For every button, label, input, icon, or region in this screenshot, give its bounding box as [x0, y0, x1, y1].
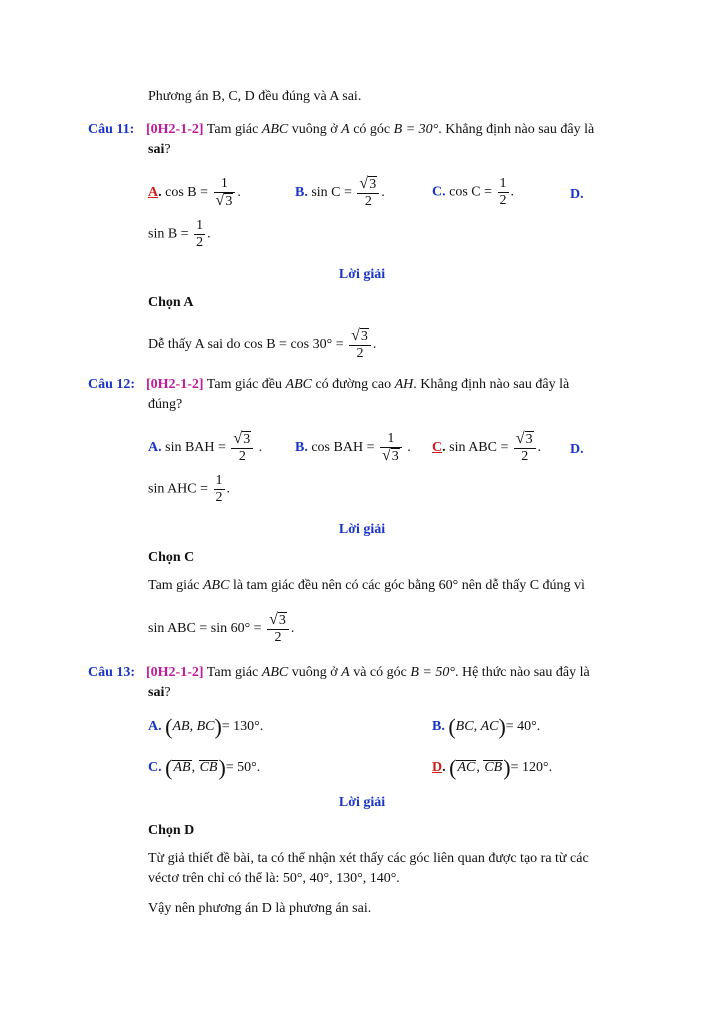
q12-chon: Chọn C	[148, 550, 195, 565]
q11-chon: Chọn A	[148, 295, 194, 310]
q13-sai: sai	[148, 685, 165, 700]
q13-sol-line1: Từ giả thiết đề bài, ta có thể nhận xét thấy các góc liên quan được tạo ra từ các	[148, 851, 589, 866]
q13-d-val: = 120°	[510, 760, 549, 776]
q11-angle: B = 30°	[393, 122, 439, 137]
q12-d-num: 1	[215, 473, 223, 488]
q12-a-num: 3	[243, 432, 251, 447]
q13-solution-line3	[148, 900, 371, 918]
q12-d-fraction	[214, 473, 225, 506]
q12-sol-fraction: $\frac{√3}{2}$	[267, 612, 289, 646]
q13-angle: B = 50°	[410, 665, 455, 680]
q12-solution-heading	[0, 521, 724, 539]
q11-stem-line2	[148, 141, 171, 159]
q13-text2: vuông ở	[291, 665, 338, 680]
q12-stem-line2	[148, 396, 182, 414]
q13-b-label: B.	[432, 719, 445, 735]
q13-b-val: = 40°	[505, 719, 537, 735]
q11-b-num: 3	[369, 177, 377, 192]
q11-text3: có góc	[353, 122, 391, 137]
q13-d-v2: CB	[484, 760, 503, 776]
q11-tag: [0H2-1-2]	[146, 122, 204, 137]
q11-b-label: B.	[295, 185, 308, 201]
q11-option-c: C. cos C = $\frac{1}{2}$ .	[432, 176, 515, 208]
q13-option-b: B. (BC, AC)= 40°.	[432, 714, 541, 739]
q13-chon: Chọn D	[148, 823, 195, 838]
q11-d-label: D.	[570, 187, 584, 202]
q12-num-text: Câu 12:	[88, 377, 136, 392]
q11-d-expr: sin B =	[148, 226, 189, 242]
q12-a-label: A.	[148, 440, 162, 456]
q12-sol-text3: nên dễ thấy C đúng vì	[461, 578, 585, 593]
q12-d-den: 2	[215, 490, 223, 505]
q12-b-expr: cos BAH =	[311, 440, 375, 456]
q13-a-v1: AB	[172, 719, 190, 735]
q12-tri: ABC	[285, 377, 312, 392]
q11-stem	[146, 121, 594, 139]
q13-number	[88, 664, 135, 682]
q11-a-expr: cos B =	[165, 185, 209, 201]
q11-solution-heading	[0, 266, 724, 284]
q11-q: ?	[164, 142, 171, 157]
q13-a-val: = 130°	[221, 719, 260, 735]
q12-b-fraction: $\frac{1}{√3}$	[380, 431, 402, 465]
q11-c-num: 1	[499, 176, 507, 191]
q11-sol-den: 2	[356, 346, 364, 361]
q11-vertex: A	[341, 122, 350, 137]
q13-solution-heading	[0, 794, 724, 812]
q12-d-expr: sin AHC =	[148, 481, 209, 497]
q12-tag: [0H2-1-2]	[146, 377, 204, 392]
q13-sol-line2: véctơ trên chỉ có thể là: 50°, 40°, 130°, 140°.	[148, 871, 400, 886]
q11-d-num: 1	[196, 218, 204, 233]
q13-loi-giai: Lời giải	[338, 795, 386, 810]
q12-solution-line2: sin ABC = sin 60° = $\frac{√3}{2}$ .	[148, 611, 295, 645]
q12-c-expr: sin ABC =	[449, 440, 509, 456]
q12-alt: AH	[394, 377, 414, 392]
q11-a-label: A	[148, 185, 159, 201]
q12-c-fraction: $\frac{√3}{2}$	[514, 431, 536, 465]
q12-text3: . Khẳng định nào sau đây là	[413, 377, 570, 392]
q13-solution-line2	[148, 870, 400, 888]
q11-b-den: 2	[364, 194, 372, 209]
intro-text: Phương án B, C, D đều đúng và A sai.	[148, 89, 362, 104]
intro-line	[148, 88, 361, 106]
q13-tri: ABC	[261, 665, 289, 680]
q13-c-label: C.	[148, 760, 162, 776]
q12-a-den: 2	[238, 449, 246, 464]
q13-q: ?	[164, 685, 171, 700]
q11-a-num: 1	[214, 176, 236, 193]
q12-b-label: B.	[295, 440, 308, 456]
q11-c-fraction	[498, 176, 509, 209]
q13-text3: và có góc	[353, 665, 407, 680]
q11-number	[88, 121, 134, 139]
q12-text1: Tam giác đều	[206, 377, 283, 392]
q12-sol-expr: sin ABC = sin 60° =	[148, 621, 262, 637]
q11-b-fraction: $\frac{√3}{2}$	[357, 176, 379, 210]
q11-sol-text: Dễ thấy A sai do	[148, 337, 241, 353]
q13-tag: [0H2-1-2]	[146, 665, 204, 680]
q11-option-b: B. sin C = $\frac{√3}{2}$ .	[295, 175, 385, 209]
q13-a-label: A.	[148, 719, 162, 735]
q12-c-label: C	[432, 440, 443, 456]
q12-option-c: C. sin ABC = $\frac{√3}{2}$ .	[432, 430, 542, 464]
q12-sol-tri: ABC	[203, 578, 230, 593]
q13-c-v2: CB	[199, 760, 218, 776]
q12-b-num: 1	[380, 431, 402, 448]
q12-c-den: 2	[521, 449, 529, 464]
q11-sol-expr: cos B = cos 30° =	[244, 337, 344, 353]
q12-d-label: D.	[570, 442, 584, 457]
q11-c-label: C.	[432, 184, 446, 200]
q11-c-expr: cos C =	[449, 184, 493, 200]
q11-b-expr: sin C =	[311, 185, 352, 201]
q12-text4: đúng?	[148, 397, 183, 412]
q13-text4: . Hệ thức nào sau đây là	[454, 665, 590, 680]
q11-text2: vuông ở	[291, 122, 338, 137]
q11-sol-fraction: $\frac{√3}{2}$	[349, 328, 371, 362]
q12-b-den: 3	[391, 449, 399, 464]
q11-sai: sai	[148, 142, 165, 157]
q12-loi-giai: Lời giải	[338, 522, 386, 537]
q13-d-v1: AC	[457, 760, 476, 776]
q11-a-den: 3	[225, 194, 233, 209]
q13-solution-line1	[148, 850, 589, 868]
q13-text1: Tam giác	[206, 665, 259, 680]
q12-sol-text1: Tam giác	[148, 578, 200, 593]
q12-a-fraction: $\frac{√3}{2}$	[231, 431, 253, 465]
q13-option-a: A. (AB, BC)= 130°.	[148, 714, 264, 739]
q12-option-a: A. sin BAH = $\frac{√3}{2}$ .	[148, 430, 263, 464]
q11-answer	[148, 294, 194, 312]
q12-sol-text2: là tam giác đều nên có các góc bằng	[232, 578, 436, 593]
q11-option-a: A. cos B = $\frac{1}{√3}$ .	[148, 176, 241, 209]
q13-num-text: Câu 13:	[88, 665, 136, 680]
q13-c-val: = 50°	[225, 760, 257, 776]
q11-loi-giai: Lời giải	[338, 267, 386, 282]
q13-c-v1: AB	[173, 760, 191, 776]
q12-a-expr: sin BAH =	[165, 440, 226, 456]
q11-d-fraction	[194, 218, 205, 251]
q12-option-d: sin AHC = $\frac{1}{2}$ .	[148, 473, 231, 505]
q12-text2: có đường cao	[315, 377, 392, 392]
q13-answer	[148, 822, 194, 840]
q13-b-v1: BC	[455, 719, 474, 735]
q13-stem-line2	[148, 684, 171, 702]
q12-option-d-label	[570, 441, 584, 459]
q12-option-b: B. cos BAH = $\frac{1}{√3}$ .	[295, 431, 411, 464]
q13-vertex: A	[341, 665, 350, 680]
q12-stem	[146, 376, 569, 394]
q12-number	[88, 376, 135, 394]
q12-sol-num: 3	[278, 613, 286, 628]
q12-c-num: 3	[525, 432, 533, 447]
q13-option-c: C. (AB, CB)= 50°.	[148, 755, 261, 780]
q11-text4: . Khẳng định nào sau đây là	[438, 122, 595, 137]
q11-tri: ABC	[261, 122, 289, 137]
q12-sol-den: 2	[274, 630, 282, 645]
q11-c-den: 2	[499, 193, 507, 208]
q13-d-label: D	[432, 760, 443, 776]
q13-sol-line3: Vậy nên phương án D là phương án sai.	[148, 901, 372, 916]
q11-d-den: 2	[196, 235, 204, 250]
q11-sol-num: 3	[360, 329, 368, 344]
q11-a-fraction: $\frac{1}{√3}$	[214, 176, 236, 210]
q13-b-v2: AC	[480, 719, 499, 735]
q11-num-text: Câu 11:	[88, 122, 135, 137]
q13-option-d: D. (AC, CB)= 120°.	[432, 755, 553, 780]
q12-solution-line1	[148, 577, 585, 595]
q11-solution: Dễ thấy A sai do cos B = cos 30° = $\frac{√3}{2}$ .	[148, 327, 377, 361]
q12-answer	[148, 549, 194, 567]
q11-text1: Tam giác	[206, 122, 259, 137]
q11-option-d: sin B = $\frac{1}{2}$ .	[148, 218, 211, 250]
q12-sol-angle: 60°	[438, 578, 459, 593]
q13-a-v2: BC	[196, 719, 215, 735]
q13-stem	[146, 664, 590, 682]
q11-option-d-label	[570, 186, 584, 204]
